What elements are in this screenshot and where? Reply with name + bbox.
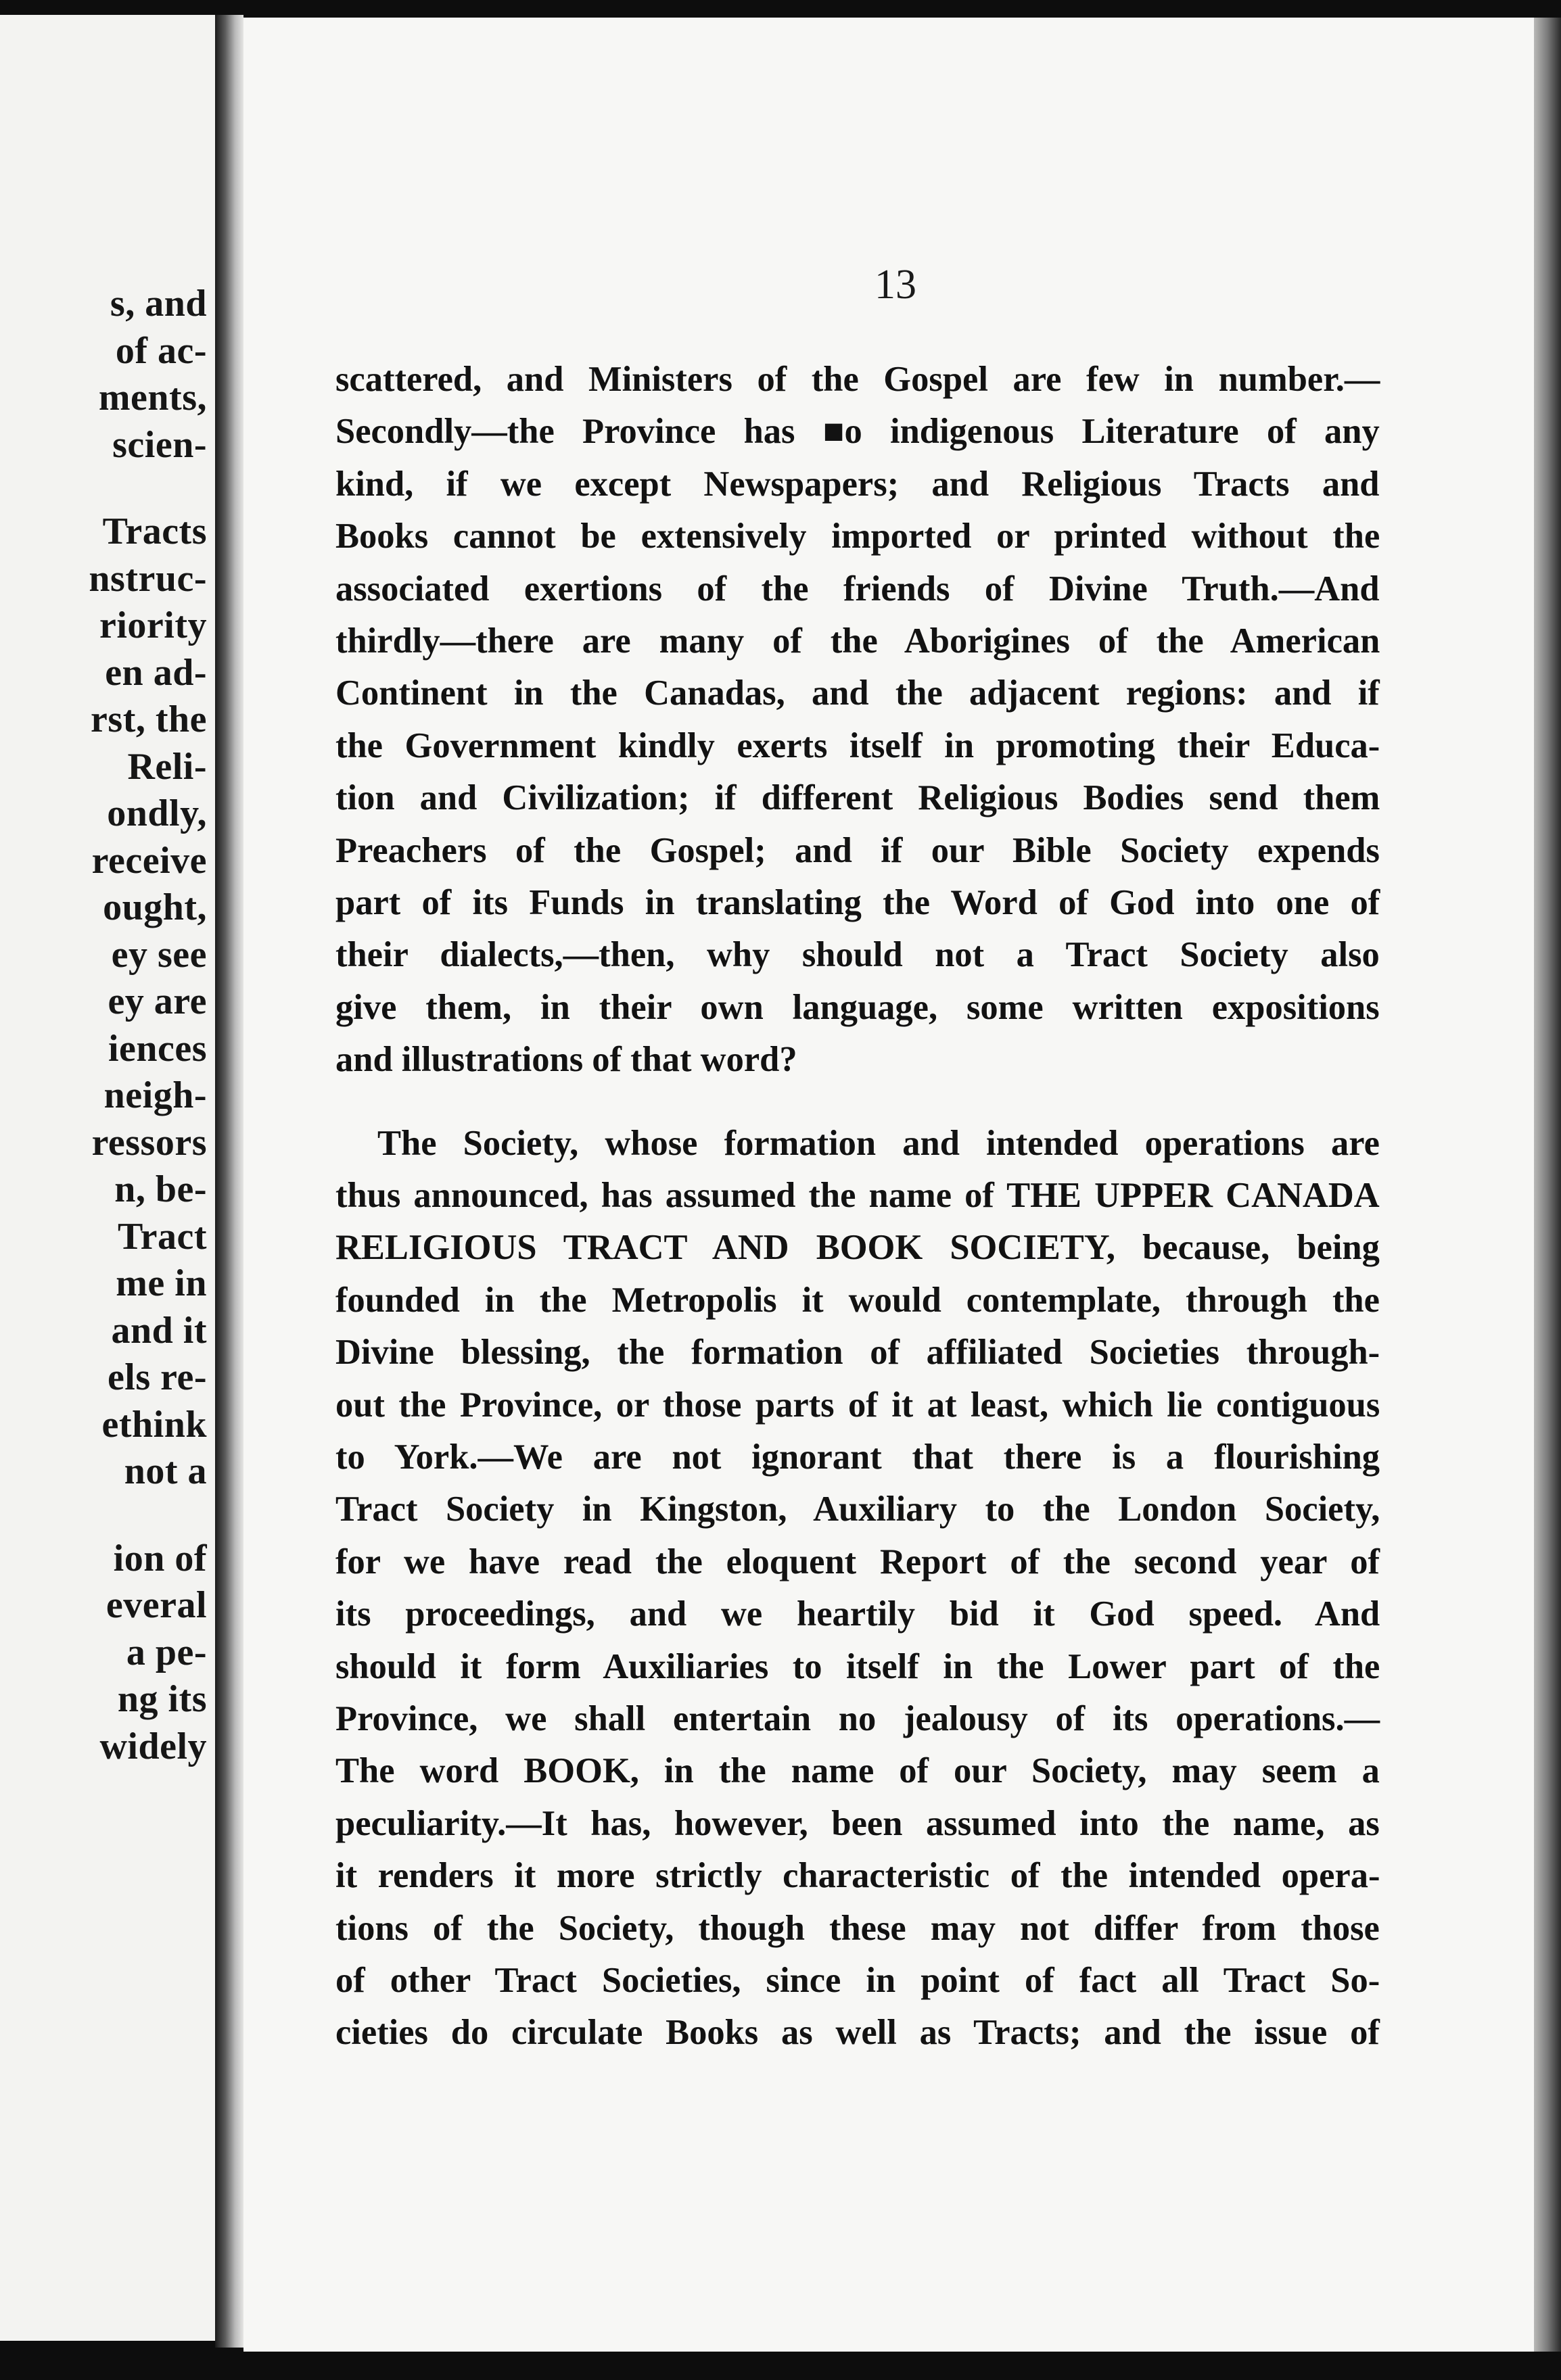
- left-page-line: ondly,: [107, 792, 207, 834]
- paragraph-2-line: it renders it more strictly characteristic of the intended opera-: [335, 1856, 1380, 1895]
- paragraph-1-line: Books cannot be extensively imported or printed without the: [335, 517, 1380, 556]
- left-page-line: ments,: [98, 377, 207, 419]
- paragraph-2-line: Province, we shall entertain no jealousy of its operations.—: [335, 1699, 1380, 1738]
- left-page-line: scien-: [112, 424, 207, 466]
- paragraph-2-line: of other Tract Societies, since in point of fact all Tract So-: [335, 1961, 1380, 2000]
- left-page-line: iences: [108, 1028, 207, 1070]
- left-page-line: riority: [99, 604, 207, 646]
- paragraph-2-line: Tract Society in Kingston, Auxiliary to the London Society,: [335, 1490, 1380, 1529]
- left-page-line: Reli-: [127, 746, 207, 788]
- left-page-line: Tract: [117, 1216, 207, 1258]
- paragraph-2-line: should it form Auxiliaries to itself in the Lower part of the: [335, 1647, 1380, 1686]
- left-page-line: neigh-: [103, 1074, 207, 1116]
- paragraph-1-line: Preachers of the Gospel; and if our Bible Society expends: [335, 831, 1380, 870]
- paragraph-2-line: peculiarity.—It has, however, been assumed into the name, as: [335, 1804, 1380, 1843]
- paragraph-2-line: Divine blessing, the formation of affiliated Societies through-: [335, 1333, 1380, 1372]
- paragraph-2-line: for we have read the eloquent Report of the second year of: [335, 1542, 1380, 1581]
- left-page-line: a pe-: [126, 1632, 207, 1673]
- paragraph-2-line: out the Province, or those parts of it at least, which lie contiguous: [335, 1385, 1380, 1425]
- left-page-line: ey are: [108, 980, 207, 1022]
- left-page-line: me in: [116, 1262, 207, 1304]
- paragraph-2-line: cieties do circulate Books as well as Tracts; and the issue of: [335, 2013, 1380, 2052]
- left-page-line: of ac-: [115, 330, 207, 372]
- paragraph-1-line: and illustrations of that word?: [335, 1040, 797, 1079]
- left-page-line: ng its: [117, 1678, 207, 1720]
- page-edge: [1534, 18, 1561, 2352]
- left-page-line: and it: [111, 1310, 207, 1352]
- book-gutter: [215, 15, 243, 2348]
- paragraph-2-line: its proceedings, and we heartily bid it God speed. And: [335, 1594, 1380, 1634]
- left-page-line: els re-: [107, 1356, 207, 1398]
- left-page: [0, 15, 215, 2341]
- paragraph-2-line: RELIGIOUS TRACT AND BOOK SOCIETY, because, being: [335, 1228, 1380, 1267]
- left-page-line: ought,: [103, 886, 207, 928]
- paragraph-1-line: thirdly—there are many of the Aborigines of the American: [335, 621, 1380, 661]
- paragraph-1-line: tion and Civilization; if different Religious Bodies send them: [335, 778, 1380, 817]
- paragraph-1-line: kind, if we except Newspapers; and Religious Tracts and: [335, 465, 1380, 504]
- paragraph-1-line: scattered, and Ministers of the Gospel are few in number.—: [335, 360, 1380, 399]
- left-page-line: en ad-: [105, 652, 207, 694]
- paragraph-2-line: founded in the Metropolis it would contemplate, through the: [335, 1281, 1380, 1320]
- paragraph-1-line: associated exertions of the friends of Divine Truth.—And: [335, 569, 1380, 609]
- paragraph-1-line: part of its Funds in translating the Word of God into one of: [335, 883, 1380, 922]
- paragraph-1-line: Secondly—the Province has ■o indigenous Literature of any: [335, 412, 1380, 451]
- paragraph-1-line: the Government kindly exerts itself in promoting their Educa-: [335, 726, 1380, 765]
- left-page-line: ion of: [113, 1538, 207, 1579]
- paragraph-2-line: thus announced, has assumed the name of THE UPPER CANADA: [335, 1176, 1380, 1215]
- left-page-line: rst, the: [91, 698, 207, 740]
- left-page-line: Tracts: [102, 510, 207, 552]
- left-page-line: n, be-: [114, 1168, 207, 1210]
- left-page-line: s, and: [110, 283, 207, 325]
- left-page-line: ethink: [101, 1404, 207, 1446]
- left-page-line: not a: [124, 1450, 207, 1492]
- left-page-line: ressors: [91, 1122, 207, 1164]
- right-page: [243, 18, 1534, 2352]
- left-page-line: nstruc-: [89, 558, 207, 600]
- paragraph-2-line: to York.—We are not ignorant that there is a flourishing: [335, 1437, 1380, 1477]
- paragraph-2-line: The Society, whose formation and intended operations are: [377, 1124, 1380, 1163]
- paragraph-2-line: The word BOOK, in the name of our Society, may seem a: [335, 1751, 1380, 1790]
- left-page-line: ey see: [111, 934, 207, 976]
- left-page-line: widely: [99, 1726, 207, 1767]
- paragraph-1-line: Continent in the Canadas, and the adjacent regions: and if: [335, 673, 1380, 713]
- left-page-line: receive: [91, 840, 207, 882]
- paragraph-1-line: give them, in their own language, some written expositions: [335, 988, 1380, 1027]
- page-number: 13: [875, 262, 916, 308]
- paragraph-2-line: tions of the Society, though these may not differ from those: [335, 1909, 1380, 1948]
- left-page-line: everal: [106, 1584, 207, 1626]
- paragraph-1-line: their dialects,—then, why should not a Tract Society also: [335, 935, 1380, 974]
